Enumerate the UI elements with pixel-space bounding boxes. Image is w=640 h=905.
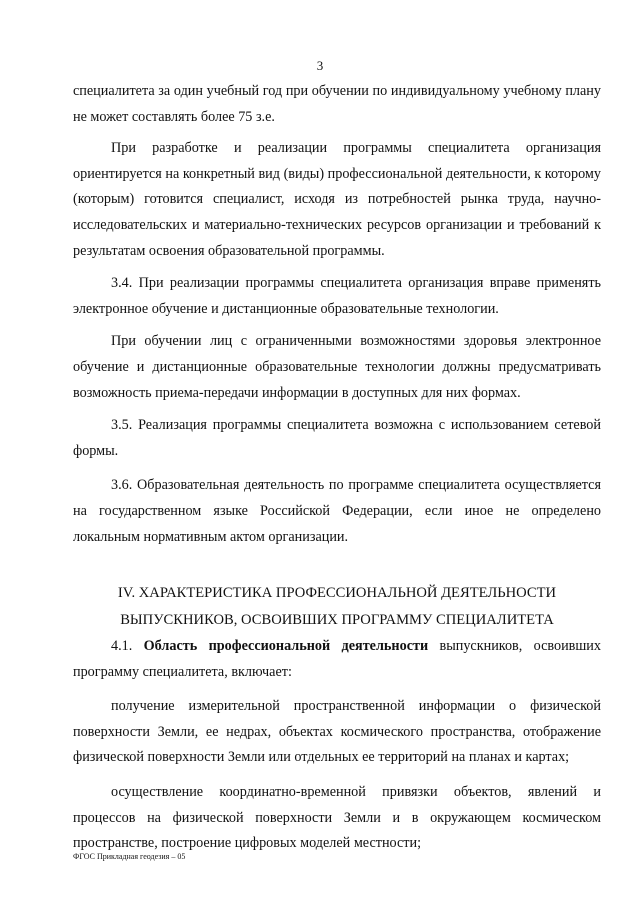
bold-term: Область профессиональной деятельности (143, 638, 429, 655)
list-item: осуществление координатно-временной привязки объектов, явлений и процессов на физической поверхности Земли и в окружающем космическом пространстве, построение цифровых моделей местности; (73, 784, 601, 852)
clause-number: 4.1. (111, 638, 144, 655)
section-paragraph (73, 634, 601, 685)
section-heading-line: ВЫПУСКНИКОВ, ОСВОИВШИХ ПРОГРАММУ СПЕЦИАЛИТЕТА (120, 612, 554, 629)
section-heading-line: IV. ХАРАКТЕРИСТИКА ПРОФЕССИОНАЛЬНОЙ ДЕЯТЕЛЬНОСТИ (117, 585, 557, 602)
paragraph: При обучении лиц с ограниченными возможностями здоровья электронное обучение и дистанционные образовательные технологии должны предусматривать возможность приема-передачи информации в доступных для них формах. (73, 333, 601, 401)
paragraph: При разработке и реализации программы специалитета организация ориентируется на конкретный вид (виды) профессиональной деятельности, к которому (которым) готовится специалист, исходя из потребностей рынка труда, научно-исследовательских и материально-технических ресурсов организации и требований к результатам освоения образовательной программы. (73, 140, 601, 259)
paragraph: 3.5. Реализация программы специалитета возможна с использованием сетевой формы. (73, 417, 601, 459)
list-item: получение измерительной пространственной информации о физической поверхности Земли, ее недрах, объектах космического пространства, отображение физической поверхности Земли или отдельных ее территорий на планах и картах; (73, 698, 601, 766)
clause-rest: выпускников, освоивших программу специалитета, включает: (73, 638, 601, 680)
paragraph: специалитета за один учебный год при обучении по индивидуальному учебному плану не может составлять более 75 з.е. (73, 83, 601, 125)
paragraph: 3.6. Образовательная деятельность по программе специалитета осуществляется на государственном языке Российской Федерации, если иное не определено локальным нормативным актом организации. (73, 477, 601, 545)
page-number: 3 (316, 58, 324, 73)
body-text (73, 79, 601, 857)
paragraph: 3.4. При реализации программы специалитета организация вправе применять электронное обучение и дистанционные образовательные технологии. (73, 275, 601, 317)
page-footer: ФГОС Прикладная геодезия – 05 (73, 852, 186, 861)
section-heading (73, 580, 601, 634)
